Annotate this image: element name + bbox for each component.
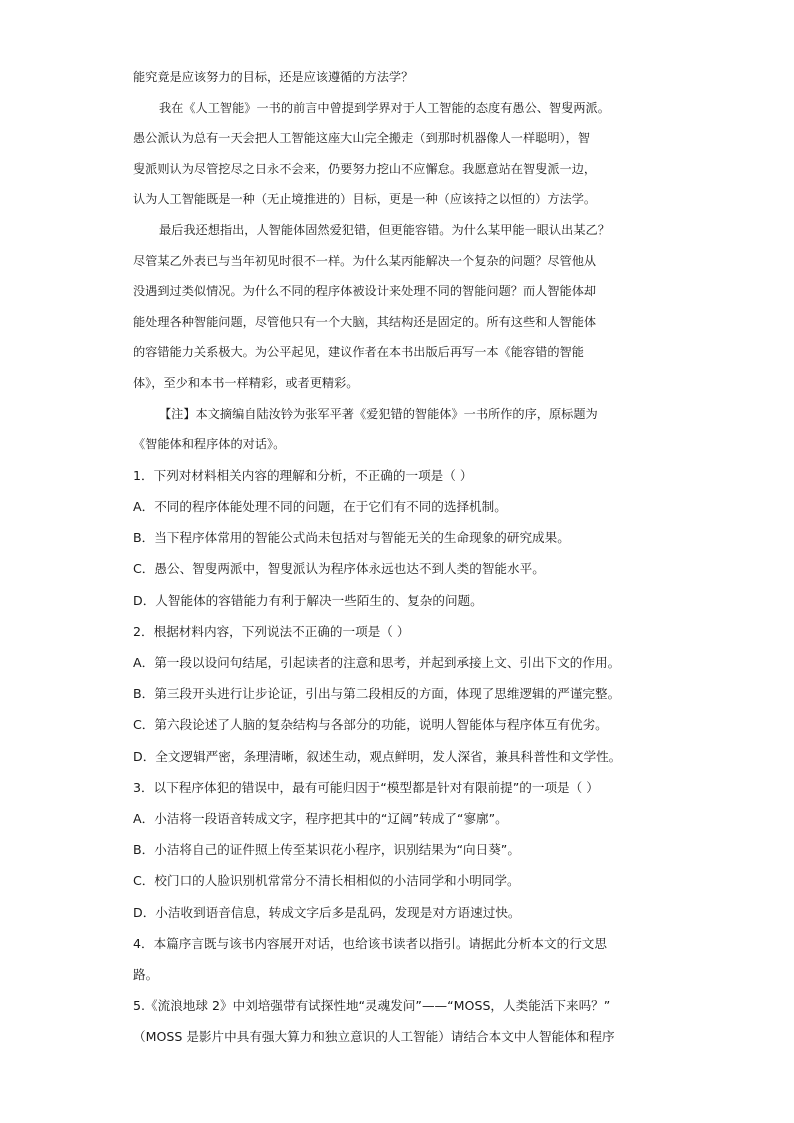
passage-line: 体》，至少和本书一样精彩，或者更精彩。	[133, 375, 359, 390]
passage-line: 能究竟是应该努力的目标，还是应该遵循的方法学？	[133, 70, 414, 84]
question-line: 3．以下程序体犯的错误中，最有可能归因于“模型都是针对有限前提”的一项是（ ）	[133, 779, 599, 795]
question-line: 5.《流浪地球 2》中刘培强带有试探性地“灵魂发问”——“MOSS，人类能活下来吗？”	[133, 998, 611, 1014]
passage-line: 的容错能力关系极大。为公平起见，建议作者在本书出版后再写一本《能容错的智能	[133, 345, 584, 360]
question-line: 2．根据材料内容，下列说法不正确的一项是（ ）	[133, 623, 410, 639]
question-line: （MOSS 是影片中具有强大算力和独立意识的人工智能）请结合本文中人智能体和程序	[133, 1029, 615, 1045]
answer-option: B．小洁将自己的证件照上传至某识花小程序，识别结果为“向日葵”。	[133, 842, 520, 858]
passage-line: 最后我还想指出，人智能体固然爱犯错，但更能容错。为什么某甲能一眼认出某乙？	[159, 222, 610, 237]
question-line: 1．下列对材料相关内容的理解和分析，不正确的一项是（ ）	[133, 467, 473, 483]
answer-option: D．人智能体的容错能力有利于解决一些陌生的、复杂的问题。	[133, 592, 483, 608]
answer-option: A．第一段以设问句结尾，引起读者的注意和思考，并起到承接上文、引出下文的作用。	[133, 654, 621, 670]
passage-line: 没遇到过类似情况。为什么不同的程序体被设计来处理不同的智能问题？而人智能体却	[133, 284, 597, 299]
passage-line: 【注】本文摘编自陆汝钤为张军平著《爱犯错的智能体》一书所作的序，原标题为	[159, 406, 598, 421]
passage-line: 叟派则认为尽管挖尽之日永不会来，仍要努力挖山不应懈怠。我愿意站在智叟派一边，	[133, 161, 597, 176]
passage-line: 认为人工智能既是一种（无止境推进的）目标，更是一种（应该持之以恒的）方法学。	[133, 192, 597, 207]
passage-line: 我在《人工智能》一书的前言中曾提到学界对于人工智能的态度有愚公、智叟两派。	[159, 100, 610, 115]
passage-line: 尽管某乙外表已与当年初见时很不一样。为什么某丙能解决一个复杂的问题？尽管他从	[133, 253, 597, 268]
answer-option: C．愚公、智叟两派中，智叟派认为程序体永远也达不到人类的智能水平。	[133, 561, 545, 577]
passage-line: 《智能体和程序体的对话》。	[133, 437, 286, 452]
answer-option: B．当下程序体常用的智能公式尚未包括对与智能无关的生命现象的研究成果。	[133, 530, 570, 546]
answer-option: D．全文逻辑严密，条理清晰，叙述生动，观点鲜明，发人深省，兼具科普性和文学性。	[133, 748, 622, 764]
answer-option: D．小洁收到语音信息，转成文字后多是乱码，发现是对方语速过快。	[133, 904, 521, 920]
answer-option: A．小洁将一段语音转成文字，程序把其中的“辽阔”转成了“寥廓”。	[133, 810, 508, 826]
answer-option: A．不同的程序体能处理不同的问题，在于它们有不同的选择机制。	[133, 498, 507, 514]
passage-line: 能处理各种智能问题，尽管他只有一个大脑，其结构还是固定的。所有这些和人智能体	[133, 314, 597, 329]
answer-option: C．校门口的人脸识别机常常分不清长相相似的小洁同学和小明同学。	[133, 873, 520, 889]
question-line: 路。	[133, 966, 159, 982]
answer-option: C．第六段论述了人脑的复杂结构与各部分的功能，说明人智能体与程序体互有优劣。	[133, 717, 608, 733]
question-line: 4．本篇序言既与该书内容展开对话，也给该书读者以指引。请据此分析本文的行文思	[133, 935, 607, 951]
passage-line: 愚公派认为总有一天会把人工智能这座大山完全搬走（到那时机器像人一样聪明），智	[133, 131, 591, 146]
document-body	[133, 62, 663, 1053]
question-list	[133, 460, 663, 1053]
answer-option: B．第三段开头进行让步论证，引出与第二段相反的方面，体现了思维逻辑的严谨完整。	[133, 686, 621, 702]
passage	[133, 62, 663, 460]
